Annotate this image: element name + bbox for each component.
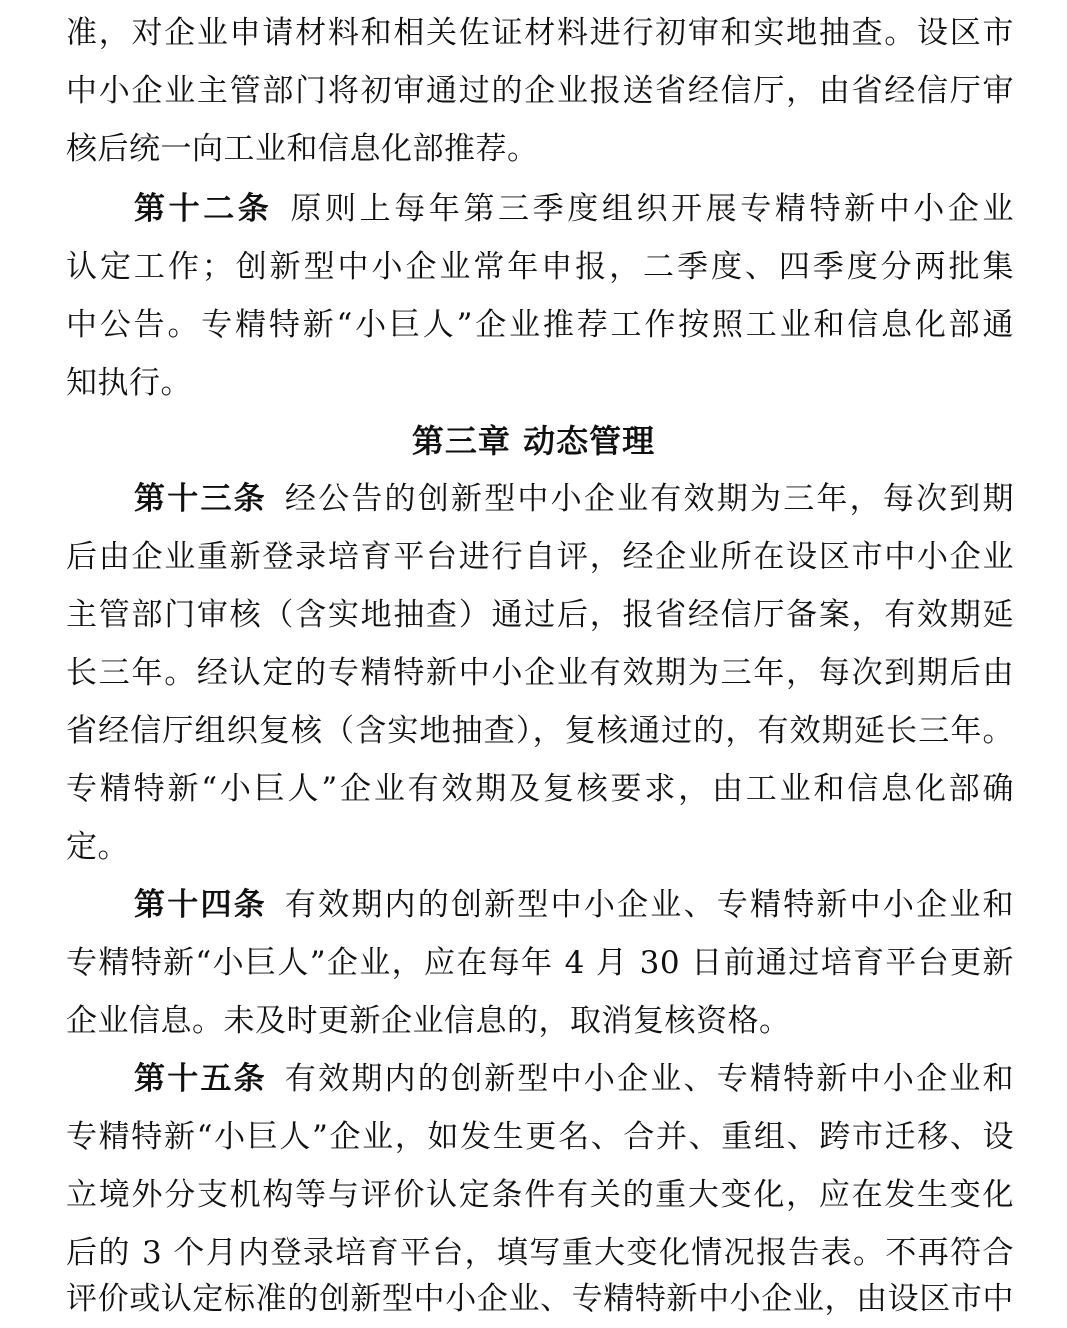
article-13-label: 第十三条	[134, 481, 267, 517]
body-text-line: 省经信厅组织复核（含实地抽查），复核通过的，有效期延长三年。	[66, 713, 1014, 749]
article-15-first-line	[134, 1050, 1014, 1108]
body-text-line: 立境外分支机构等与评价认定条件有关的重大变化，应在发生变化	[66, 1177, 1014, 1213]
body-text-line: 核后统一向工业和信息化部推荐。	[66, 131, 539, 167]
chapter-heading: 第三章 动态管理	[411, 422, 656, 460]
article-14-first-line	[134, 876, 1014, 934]
article-14-label: 第十四条	[134, 887, 267, 923]
article-12-label: 第十二条	[134, 191, 273, 227]
article-13-text: 经公告的创新型中小企业有效期为三年，每次到期	[284, 481, 1015, 517]
article-14-text: 有效期内的创新型中小企业、专精特新中小企业和	[284, 887, 1015, 923]
body-text-line: 准，对企业申请材料和相关佐证材料进行初审和实地抽查。设区市	[66, 15, 1014, 51]
body-text-line: 中公告。专精特新“小巨人”企业推荐工作按照工业和信息化部通	[66, 307, 1014, 343]
body-text-line: 定。	[66, 829, 129, 865]
body-text-line: 认定工作；创新型中小企业常年申报，二季度、四季度分两批集	[66, 249, 1014, 285]
body-text-line: 专精特新“小巨人”企业有效期及复核要求，由工业和信息化部确	[66, 771, 1014, 807]
body-text-line: 专精特新“小巨人”企业，应在每年 4 月 30 日前通过培育平台更新	[66, 945, 1014, 981]
article-15-label: 第十五条	[134, 1061, 267, 1097]
body-text-line: 评价或认定标准的创新型中小企业、专精特新中小企业，由设区市中	[66, 1281, 1014, 1317]
article-12-first-line	[134, 180, 1014, 238]
body-text-line: 中小企业主管部门将初审通过的企业报送省经信厅，由省经信厅审	[66, 73, 1014, 109]
article-12-text: 原则上每年第三季度组织开展专精特新中小企业	[290, 191, 1015, 227]
body-text-line: 后由企业重新登录培育平台进行自评，经企业所在设区市中小企业	[66, 539, 1014, 575]
body-text-line: 知执行。	[66, 365, 192, 401]
body-text-line: 长三年。经认定的专精特新中小企业有效期为三年，每次到期后由	[66, 655, 1014, 691]
article-15-text: 有效期内的创新型中小企业、专精特新中小企业和	[284, 1061, 1015, 1097]
article-13-first-line	[134, 470, 1014, 528]
body-text-line: 企业信息。未及时更新企业信息的，取消复核资格。	[66, 1003, 791, 1039]
body-text-line: 主管部门审核（含实地抽查）通过后，报省经信厅备案，有效期延	[66, 597, 1014, 633]
body-text-line: 后的 3 个月内登录培育平台，填写重大变化情况报告表。不再符合	[66, 1235, 1014, 1271]
body-text-line: 专精特新“小巨人”企业，如发生更名、合并、重组、跨市迁移、设	[66, 1119, 1014, 1155]
